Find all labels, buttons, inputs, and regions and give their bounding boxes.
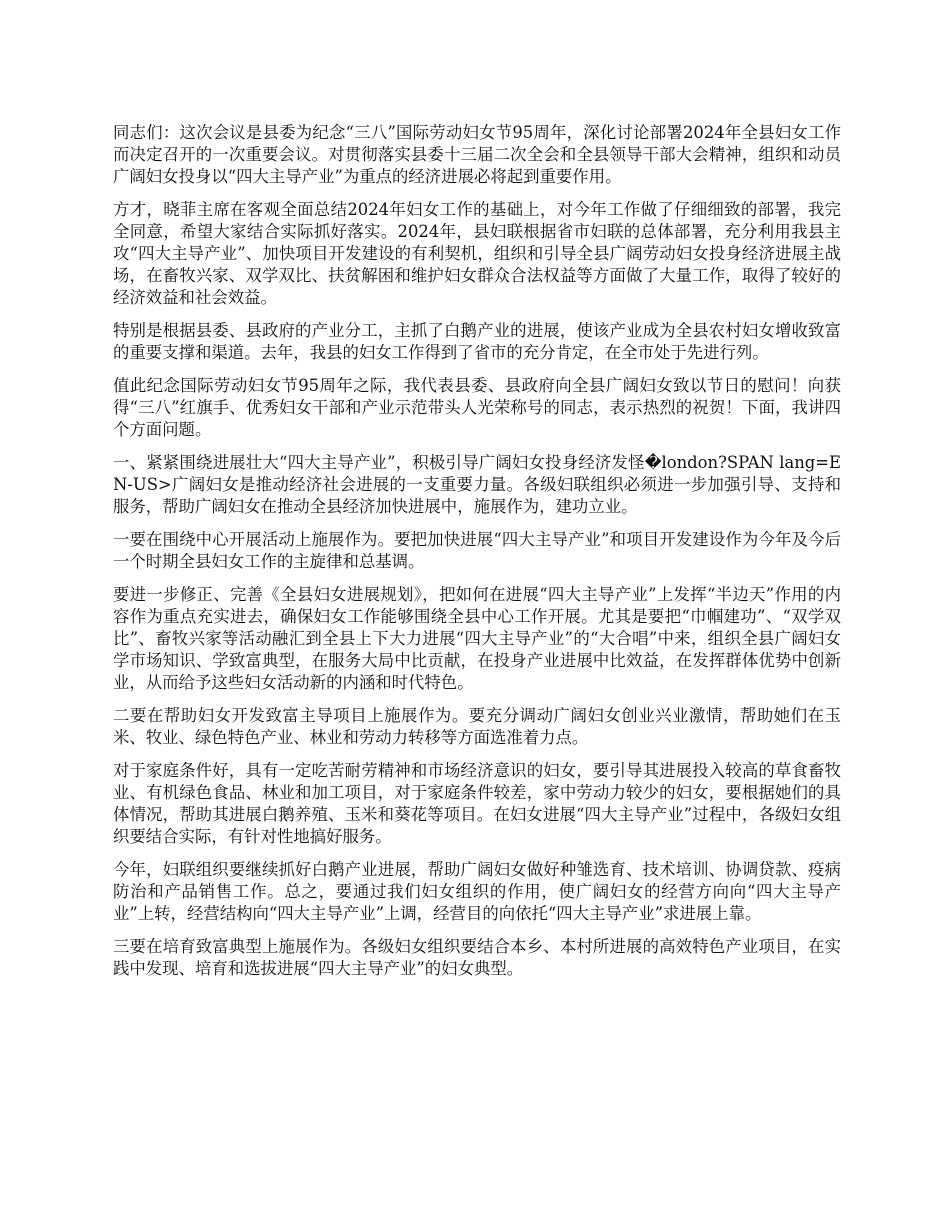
- paragraph-11: 三要在培育致富典型上施展作为。各级妇女组织要结合本乡、本村所进展的高效特色产业项目，在实践中发现、培育和选拔进展“四大主导产业”的妇女典型。: [113, 937, 841, 978]
- paragraph-2: 方才，晓菲主席在客观全面总结2024年妇女工作的基础上，对今年工作做了仔细细致的部署，我完全同意，希望大家结合实际抓好落实。2024年，县妇联根据省市妇联的总体部署，充分利用我县主攻“四大主导产业”、加快项目开发建设的有利契机，组织和引导全县广阔劳动妇女投身经济进展主战场，在畜牧兴家、双学双比、扶贫解困和维护妇女群众合法权益等方面做了大量工作，取得了较好的经济效益和社会效益。: [113, 200, 841, 307]
- paragraph-6: 一要在围绕中心开展活动上施展作为。要把加快进展“四大主导产业”和项目开发建设作为今年及今后一个时期全县妇女工作的主旋律和总基调。: [113, 530, 841, 571]
- paragraph-3: 特别是根据县委、县政府的产业分工，主抓了白鹅产业的进展，使该产业成为全县农村妇女增收致富的重要支撑和渠道。去年，我县的妇女工作得到了省市的充分肯定，在全市处于先进行列。: [113, 321, 841, 362]
- paragraph-7: 要进一步修正、完善《全县妇女进展规划》，把如何在进展“四大主导产业”上发挥“半边天”作用的内容作为重点充实进去，确保妇女工作能够围绕全县中心工作开展。尤其是要把“巾帼建功”、“双学双比”、畜牧兴家等活动融汇到全县上下大力进展“四大主导产业”的“大合唱”中来，组织全县广阔妇女学市场知识、学致富典型，在服务大局中比贡献，在投身产业进展中比效益，在发挥群体优势中创新业，从而给予这些妇女活动新的内涵和时代特色。: [113, 585, 841, 692]
- paragraph-9: 对于家庭条件好，具有一定吃苦耐劳精神和市场经济意识的妇女，要引导其进展投入较高的草食畜牧业、有机绿色食品、林业和加工项目，对于家庭条件较差，家中劳动力较少的妇女，要根据她们的具体情况，帮助其进展白鹅养殖、玉米和葵花等项目。在妇女进展“四大主导产业”过程中，各级妇女组织要结合实际，有针对性地搞好服务。: [113, 761, 841, 846]
- paragraph-4: 值此纪念国际劳动妇女节95周年之际，我代表县委、县政府向全县广阔妇女致以节日的慰问！向获得“三八”红旗手、优秀妇女干部和产业示范带头人光荣称号的同志，表示热烈的祝贺！下面，我讲四个方面问题。: [113, 376, 841, 439]
- paragraph-10: 今年，妇联组织要继续抓好白鹅产业进展，帮助广阔妇女做好种雏选育、技术培训、协调贷款、疫病防治和产品销售工作。总之，要通过我们妇女组织的作用，使广阔妇女的经营方向向“四大主导产业”上转，经营结构向“四大主导产业”上调，经营目的向依托“四大主导产业”求进展上靠。: [113, 860, 841, 923]
- document-body: [113, 122, 841, 991]
- paragraph-1: 同志们：这次会议是县委为纪念“三八”国际劳动妇女节95周年，深化讨论部署2024年全县妇女工作而决定召开的一次重要会议。对贯彻落实县委十三届二次全会和全县领导干部大会精神，组织和动员广阔妇女投身以“四大主导产业”为重点的经济进展必将起到重要作用。: [113, 123, 841, 186]
- paragraph-5: 一、紧紧围绕进展壮大“四大主导产业”，积极引导广阔妇女投身经济发怪�london?SPAN lang=EN-US>广阔妇女是推动经济社会进展的一支重要力量。各级妇联组织必须进一步加强引导、支持和服务，帮助广阔妇女在推动全县经济加快进展中，施展作为，建功立业。: [113, 453, 841, 516]
- paragraph-8: 二要在帮助妇女开发致富主导项目上施展作为。要充分调动广阔妇女创业兴业激情，帮助她们在玉米、牧业、绿色特色产业、林业和劳动力转移等方面选准着力点。: [113, 706, 841, 747]
